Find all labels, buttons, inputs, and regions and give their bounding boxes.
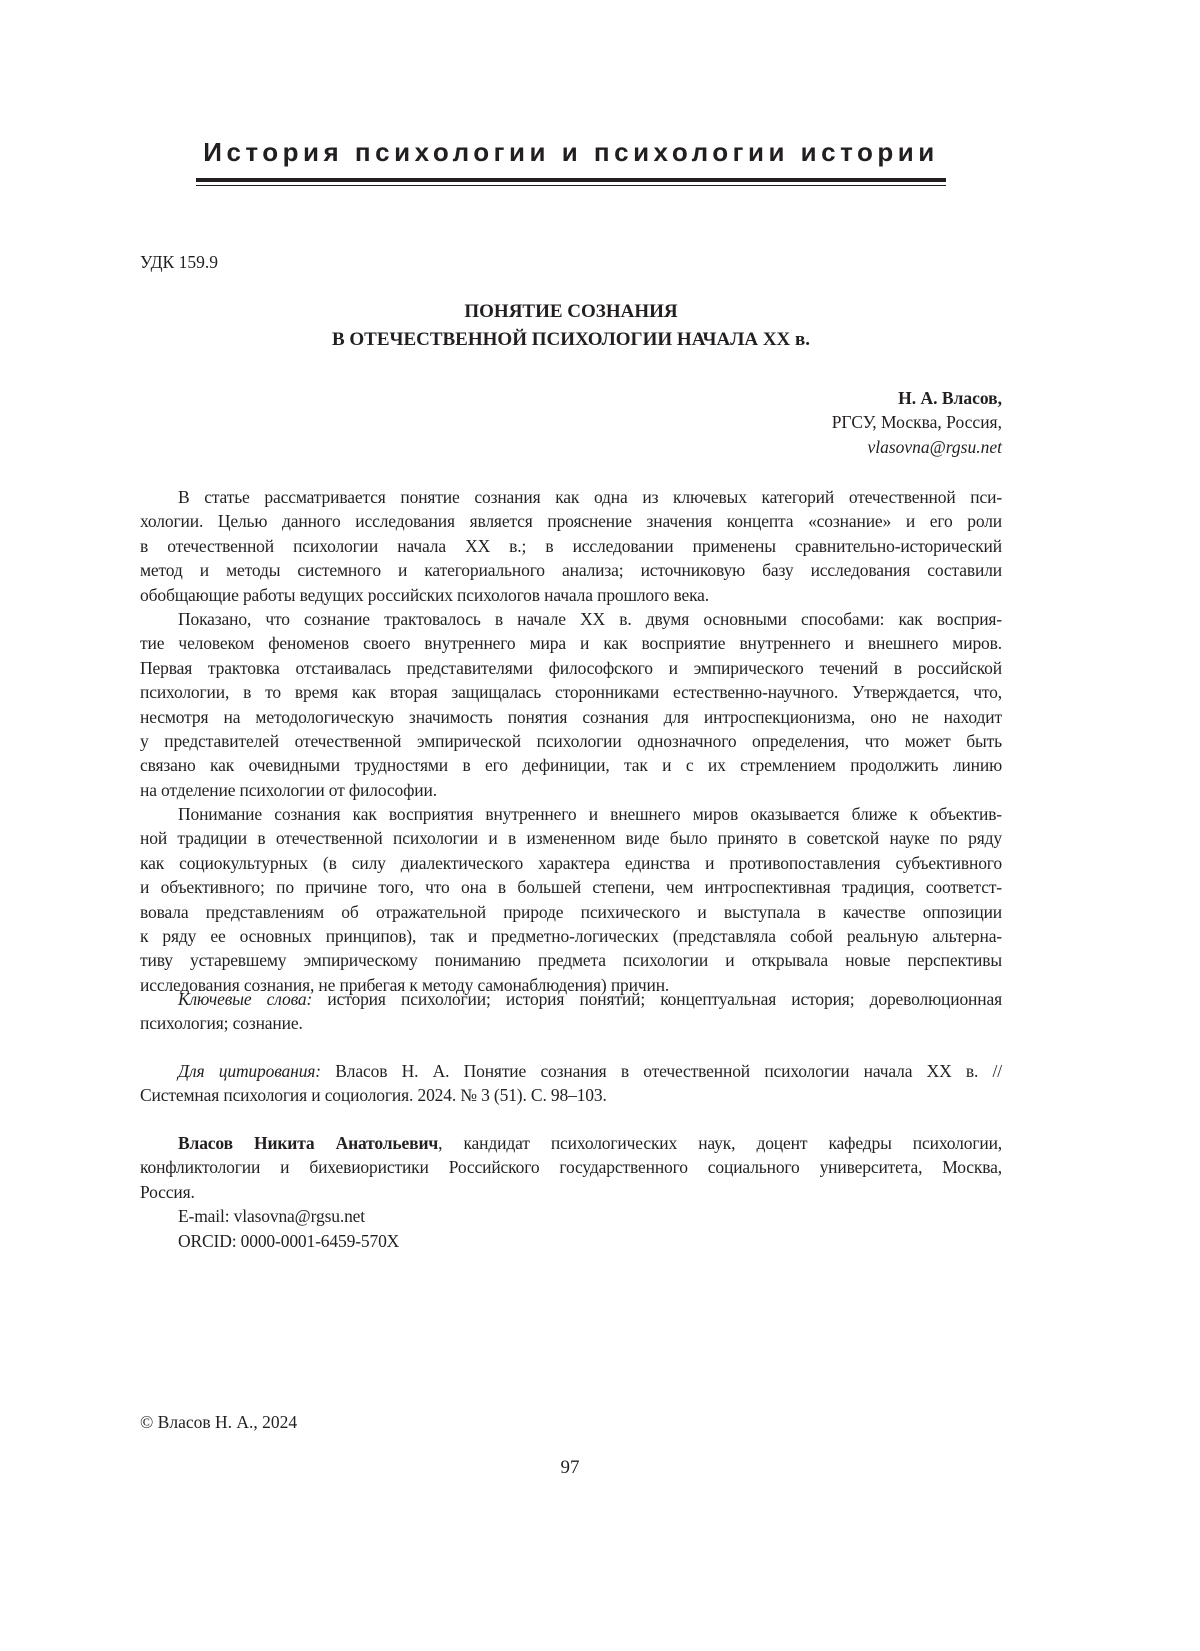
udk-code: УДК 159.9 (140, 250, 218, 274)
abstract-line: на отделение психологии от философии. (140, 778, 1002, 802)
author-bio (140, 1131, 1002, 1253)
abstract-line: к ряду ее основных принципов), так и предметно-логических (представляла собой реальную альтерна- (140, 924, 1002, 948)
author-block (832, 386, 1002, 459)
abstract-line: исследования сознания, не прибегая к методу самонаблюдения) причин. (140, 973, 1002, 997)
keywords-text-1: история психологии; история понятий; концептуальная история; дореволюционная (312, 989, 1002, 1009)
abstract-line: вовала представлениям об отражательной природе психического и выступала в качестве оппозиции (140, 900, 1002, 924)
abstract-line: хологии. Целью данного исследования является прояснение значения концепта «сознание» и его роли (140, 509, 1002, 533)
abstract-line: несмотря на методологическую значимость понятия сознания для интроспекционизма, оно не находит (140, 705, 1002, 729)
abstract-line: психологии, в то время как вторая защищалась сторонниками естественно-научного. Утверждается, что, (140, 680, 1002, 704)
citation-text-2: Системная психология и социология. 2024. № 3 (51). С. 98–103. (140, 1083, 1002, 1107)
author-affiliation: РГСУ, Москва, Россия, (832, 410, 1002, 434)
abstract-line: Понимание сознания как восприятия внутреннего и внешнего миров оказывается ближе к объектив- (140, 802, 1002, 826)
article-title (140, 298, 1002, 354)
abstract-line: как социокультурных (в силу диалектического характера единства и противопоставления субъективного (140, 851, 1002, 875)
keywords-label: Ключевые слова: (178, 989, 312, 1009)
title-line-1: ПОНЯТИЕ СОЗНАНИЯ (140, 298, 1002, 326)
citation-label: Для цитирования: (178, 1061, 321, 1081)
section-rubric: История психологии и психологии истории (140, 134, 1002, 170)
abstract-line: тиву устаревшему эмпирическому пониманию предмета психологии и открывала новые перспективы (140, 948, 1002, 972)
citation-text-1: Власов Н. А. Понятие сознания в отечественной психологии начала XX в. // (321, 1061, 1002, 1081)
page-number: 97 (0, 1456, 1140, 1480)
bio-text-3: Россия. (140, 1180, 1002, 1204)
abstract-line: обобщающие работы ведущих российских психологов начала прошлого века. (140, 583, 1002, 607)
abstract-line: Показано, что сознание трактовалось в начале XX в. двумя основными способами: как восприя- (140, 607, 1002, 631)
abstract (140, 485, 1002, 997)
bio-text-1: , кандидат психологических наук, доцент кафедры психологии, (438, 1133, 1002, 1153)
abstract-line: связано как очевидными трудностями в его дефиниции, так и с их стремлением продолжить линию (140, 753, 1002, 777)
abstract-line: у представителей отечественной эмпирической психологии однозначного определения, что может быть (140, 729, 1002, 753)
author-name: Н. А. Власов, (832, 386, 1002, 410)
abstract-line: и объективного; по причине того, что она в большей степени, чем интроспективная традиция, соответст- (140, 875, 1002, 899)
abstract-line: тие человеком феноменов своего внутреннего мира и как восприятие внутреннего и внешнего миров. (140, 631, 1002, 655)
bio-orcid: ORCID: 0000-0001-6459-570X (140, 1229, 1002, 1253)
bio-text-2: конфликтологии и бихевиористики Российского государственного социального университета, Москва, (140, 1155, 1002, 1179)
keywords-text-2: психология; сознание. (140, 1011, 1002, 1035)
abstract-line: метод и методы системного и категориального анализа; источниковую базу исследования составили (140, 558, 1002, 582)
abstract-line: В статье рассматривается понятие сознания как одна из ключевых категорий отечественной пси- (140, 485, 1002, 509)
bio-email: E-mail: vlasovna@rgsu.net (140, 1204, 1002, 1228)
author-email: vlasovna@rgsu.net (832, 435, 1002, 459)
header-rule-thick (196, 178, 946, 182)
abstract-line: в отечественной психологии начала XX в.; в исследовании применены сравнительно-исторический (140, 534, 1002, 558)
abstract-line: ной традиции в отечественной психологии и в измененном виде было принято в советской науке по ряду (140, 826, 1002, 850)
title-line-2: В ОТЕЧЕСТВЕННОЙ ПСИХОЛОГИИ НАЧАЛА XX в. (140, 326, 1002, 354)
citation (140, 1059, 1002, 1108)
abstract-line: Первая трактовка отстаивалась представителями философского и эмпирического течений в российской (140, 656, 1002, 680)
header-rule-thin (196, 185, 946, 186)
keywords (140, 987, 1002, 1036)
bio-name: Власов Никита Анатольевич (178, 1133, 438, 1153)
copyright: © Власов Н. А., 2024 (140, 1410, 297, 1434)
